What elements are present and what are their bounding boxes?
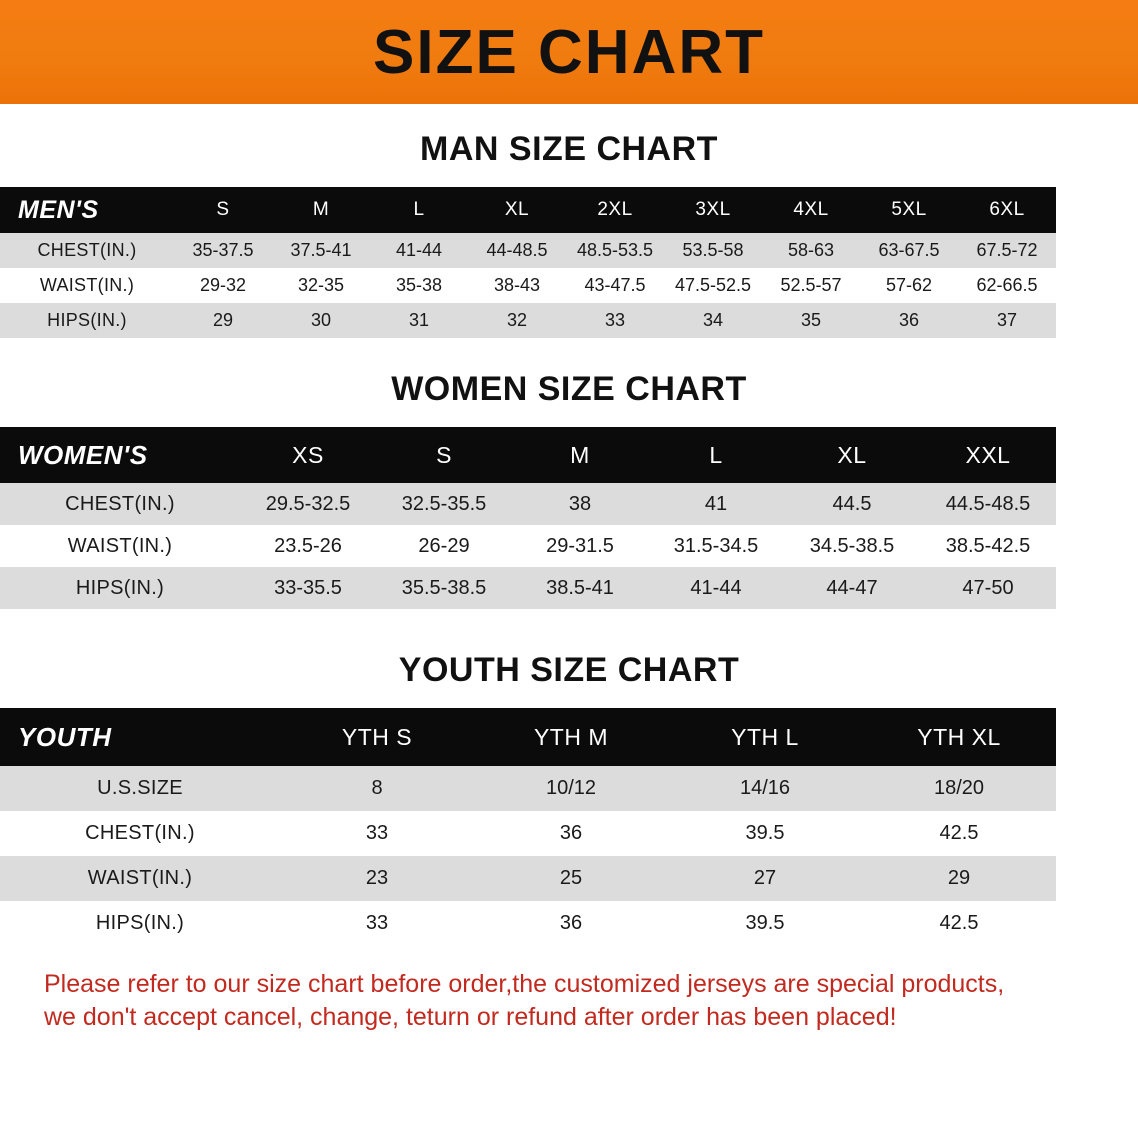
men-chest-3xl: 53.5-58 [682, 240, 744, 260]
men-hips-l: 31 [408, 310, 430, 330]
men-hips-4xl: 35 [800, 310, 822, 330]
youth-hips-s: 33 [365, 912, 389, 934]
table-row [0, 901, 1056, 946]
women-header-xs: XS [292, 441, 324, 468]
notice-text [44, 968, 1094, 1034]
men-chest-4xl: 58-63 [787, 240, 835, 260]
youth-ussize-s: 8 [371, 777, 383, 799]
women-hips-xs: 33-35.5 [274, 576, 342, 599]
men-chest-l: 41-44 [395, 240, 443, 260]
women-chest-s: 32.5-35.5 [401, 492, 487, 515]
youth-waist-xl: 29 [947, 867, 971, 889]
youth-size-table [0, 708, 1056, 946]
men-hips-3xl: 34 [702, 310, 724, 330]
men-header-4xl: 4XL [793, 199, 829, 220]
women-chest-xs: 29.5-32.5 [265, 492, 351, 515]
youth-row-chest-label: CHEST(IN.) [85, 822, 195, 844]
men-chest-5xl: 63-67.5 [878, 240, 940, 260]
men-row-chest-label: CHEST(IN.) [37, 240, 137, 260]
page-title: SIZE CHART [373, 18, 765, 87]
women-row-chest-label: CHEST(IN.) [65, 492, 175, 515]
women-chest-m: 38 [568, 492, 592, 515]
women-header-label: WOMEN'S [18, 439, 148, 470]
women-size-table [0, 427, 1056, 609]
men-waist-s: 29-32 [199, 275, 247, 295]
men-hips-6xl: 37 [996, 310, 1018, 330]
youth-hips-m: 36 [559, 912, 583, 934]
man-size-table [0, 187, 1056, 338]
women-header-s: S [436, 441, 452, 468]
women-row-waist-label: WAIST(IN.) [67, 534, 173, 557]
youth-row-waist-label: WAIST(IN.) [87, 867, 193, 889]
table-row [0, 766, 1056, 811]
youth-header-l: YTH L [731, 723, 799, 750]
men-header-3xl: 3XL [695, 199, 731, 220]
women-chest-l: 41 [704, 492, 728, 515]
table-row [0, 811, 1056, 856]
table-header-row [0, 427, 1056, 483]
men-waist-6xl: 62-66.5 [976, 275, 1038, 295]
youth-section-title: YOUTH SIZE CHART [398, 651, 740, 689]
men-chest-6xl: 67.5-72 [976, 240, 1038, 260]
women-table-wrap [0, 427, 1138, 609]
women-hips-xl: 44-47 [826, 576, 878, 599]
youth-ussize-m: 10/12 [545, 777, 597, 799]
men-row-waist-label: WAIST(IN.) [39, 275, 135, 295]
table-row [0, 233, 1056, 268]
women-header-l: L [709, 441, 723, 468]
man-section-title: MAN SIZE CHART [420, 130, 718, 168]
men-header-s: S [216, 199, 230, 220]
youth-ussize-l: 14/16 [739, 777, 791, 799]
women-waist-m: 29-31.5 [546, 534, 614, 557]
men-waist-xl: 38-43 [493, 275, 541, 295]
men-chest-s: 35-37.5 [192, 240, 254, 260]
men-header-label: MEN'S [18, 195, 99, 224]
youth-row-ussize-label: U.S.SIZE [97, 777, 183, 799]
youth-chest-xl: 42.5 [939, 822, 979, 844]
men-hips-m: 30 [310, 310, 332, 330]
men-chest-xl: 44-48.5 [486, 240, 548, 260]
youth-chest-s: 33 [365, 822, 389, 844]
man-table-wrap [0, 187, 1138, 338]
men-header-6xl: 6XL [989, 199, 1025, 220]
youth-row-hips-label: HIPS(IN.) [95, 912, 185, 934]
youth-waist-s: 23 [365, 867, 389, 889]
youth-header-xl: YTH XL [917, 723, 1001, 750]
women-hips-l: 41-44 [690, 576, 742, 599]
men-header-m: M [312, 199, 330, 220]
women-waist-xs: 23.5-26 [274, 534, 342, 557]
table-row [0, 303, 1056, 338]
men-header-l: L [413, 199, 425, 220]
table-row [0, 525, 1056, 567]
women-header-xxl: XXL [965, 441, 1011, 468]
men-hips-xl: 32 [506, 310, 528, 330]
notice-line-2: we don't accept cancel, change, teturn or refund after order has been placed! [44, 1003, 897, 1031]
table-row [0, 483, 1056, 525]
women-header-xl: XL [837, 441, 867, 468]
page-banner [0, 0, 1138, 104]
youth-chest-m: 36 [559, 822, 583, 844]
table-row [0, 856, 1056, 901]
youth-hips-xl: 42.5 [939, 912, 979, 934]
youth-table-wrap [0, 708, 1138, 946]
men-hips-2xl: 33 [604, 310, 626, 330]
table-row [0, 268, 1056, 303]
men-chest-2xl: 48.5-53.5 [576, 240, 654, 260]
men-waist-3xl: 47.5-52.5 [674, 275, 752, 295]
women-hips-m: 38.5-41 [546, 576, 614, 599]
men-header-xl: XL [504, 199, 530, 220]
men-hips-s: 29 [212, 310, 234, 330]
men-waist-5xl: 57-62 [885, 275, 933, 295]
youth-hips-l: 39.5 [745, 912, 785, 934]
men-header-2xl: 2XL [597, 199, 633, 220]
women-header-m: M [570, 441, 590, 468]
youth-header-s: YTH S [341, 723, 413, 750]
men-header-5xl: 5XL [891, 199, 927, 220]
men-waist-l: 35-38 [395, 275, 443, 295]
youth-header-m: YTH M [533, 723, 609, 750]
women-waist-s: 26-29 [418, 534, 470, 557]
women-waist-xl: 34.5-38.5 [809, 534, 895, 557]
men-waist-2xl: 43-47.5 [584, 275, 646, 295]
women-hips-s: 35.5-38.5 [401, 576, 487, 599]
women-waist-xxl: 38.5-42.5 [945, 534, 1031, 557]
youth-waist-m: 25 [559, 867, 583, 889]
men-row-hips-label: HIPS(IN.) [47, 310, 127, 330]
men-chest-m: 37.5-41 [290, 240, 352, 260]
youth-ussize-xl: 18/20 [933, 777, 985, 799]
women-chest-xl: 44.5 [832, 492, 872, 515]
table-header-row [0, 708, 1056, 766]
women-section-title: WOMEN SIZE CHART [391, 370, 747, 408]
table-row [0, 567, 1056, 609]
women-hips-xxl: 47-50 [962, 576, 1014, 599]
youth-header-label: YOUTH [18, 721, 112, 752]
youth-waist-l: 27 [753, 867, 777, 889]
women-waist-l: 31.5-34.5 [673, 534, 759, 557]
men-waist-4xl: 52.5-57 [780, 275, 842, 295]
women-row-hips-label: HIPS(IN.) [75, 576, 165, 599]
notice-line-1: Please refer to our size chart before order,the customized jerseys are special products, [44, 970, 1005, 998]
youth-chest-l: 39.5 [745, 822, 785, 844]
women-chest-xxl: 44.5-48.5 [945, 492, 1031, 515]
men-hips-5xl: 36 [898, 310, 920, 330]
men-waist-m: 32-35 [297, 275, 345, 295]
table-header-row [0, 187, 1056, 233]
